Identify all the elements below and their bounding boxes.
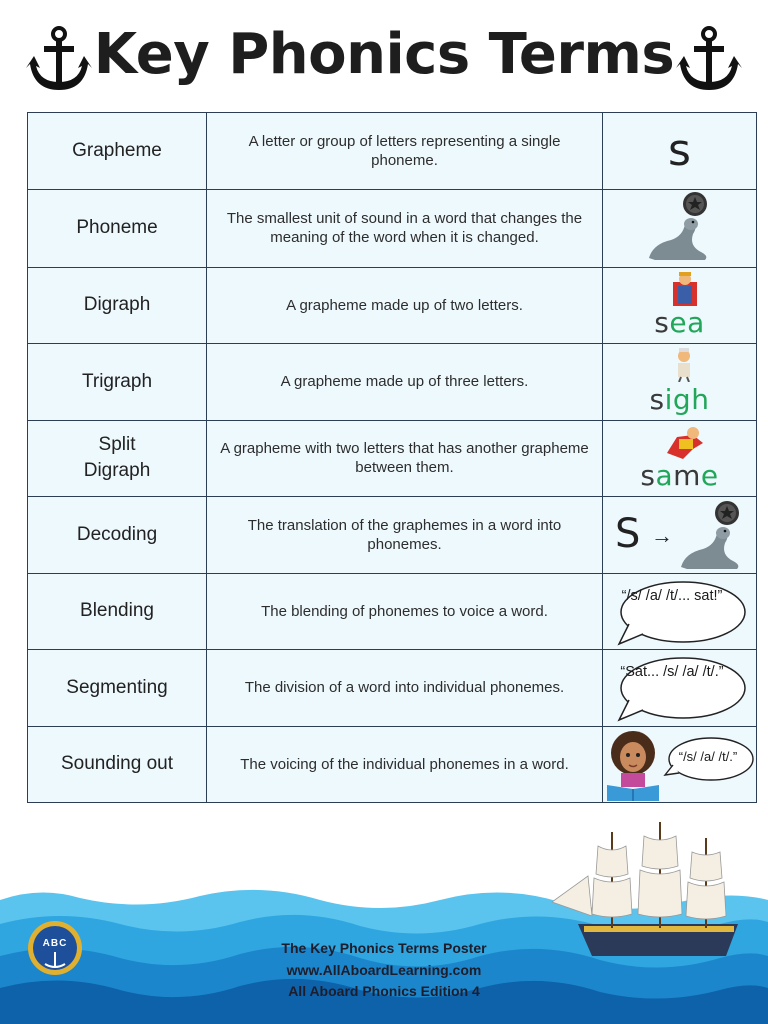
character-icon bbox=[665, 270, 705, 310]
example-cell bbox=[603, 344, 757, 421]
definition-cell: The blending of phonemes to voice a word. bbox=[207, 573, 603, 650]
table-row bbox=[28, 113, 757, 190]
term-cell: Trigraph bbox=[28, 344, 207, 421]
decoding-letter: S bbox=[615, 511, 641, 557]
example-word-same: same bbox=[640, 459, 719, 492]
term-cell: Grapheme bbox=[28, 113, 207, 190]
table-row bbox=[28, 420, 757, 497]
definition-cell: The division of a word into individual phonemes. bbox=[207, 650, 603, 727]
table-row bbox=[28, 650, 757, 727]
example-cell bbox=[603, 420, 757, 497]
definition-cell: The smallest unit of sound in a word that changes the meaning of the word when it is changed. bbox=[207, 189, 603, 267]
example-cell bbox=[603, 726, 757, 803]
term-cell: Phoneme bbox=[28, 189, 207, 267]
example-cell bbox=[603, 113, 757, 190]
definition-cell: The voicing of the individual phonemes in a word. bbox=[207, 726, 603, 803]
seal-icon bbox=[605, 190, 755, 262]
term-cell: Segmenting bbox=[28, 650, 207, 727]
table-row bbox=[28, 726, 757, 803]
definition-cell: A letter or group of letters representing a single phoneme. bbox=[207, 113, 603, 190]
logo-text: ABC bbox=[42, 938, 68, 949]
footer-edition: All Aboard Phonics Edition 4 bbox=[288, 983, 480, 999]
page-title: Key Phonics Terms bbox=[93, 22, 675, 87]
example-cell bbox=[603, 267, 757, 344]
girl-reading-icon bbox=[603, 727, 665, 801]
table-row bbox=[28, 267, 757, 344]
term-cell: Sounding out bbox=[28, 726, 207, 803]
superhero-icon bbox=[663, 423, 707, 463]
table-row bbox=[28, 573, 757, 650]
term-cell: Decoding bbox=[28, 497, 207, 574]
grapheme-example: s bbox=[668, 125, 691, 177]
example-cell bbox=[603, 573, 757, 650]
seal-icon bbox=[675, 499, 755, 571]
sailing-ship-icon bbox=[548, 816, 752, 966]
example-cell bbox=[603, 497, 757, 574]
speech-text: “Sat... /s/ /a/ /t/.” bbox=[620, 664, 724, 680]
footer-credits bbox=[234, 938, 534, 1003]
example-word-sigh: sigh bbox=[649, 382, 710, 416]
all-aboard-logo bbox=[27, 920, 83, 976]
speech-text: “/s/ /a/ /t/.” bbox=[678, 748, 738, 764]
speech-text: “/s/ /a/ /t/... sat!” bbox=[621, 587, 723, 604]
footer-title: The Key Phonics Terms Poster bbox=[281, 940, 487, 956]
anchor-icon bbox=[676, 26, 742, 96]
definition-cell: A grapheme made up of two letters. bbox=[207, 267, 603, 344]
term-cell: Split Digraph bbox=[28, 420, 207, 497]
definition-cell: A grapheme with two letters that has another grapheme between them. bbox=[207, 420, 603, 497]
term-cell: Digraph bbox=[28, 267, 207, 344]
character-icon bbox=[669, 346, 699, 382]
definition-cell: The translation of the graphemes in a word into phonemes. bbox=[207, 497, 603, 574]
table-row bbox=[28, 497, 757, 574]
example-cell bbox=[603, 189, 757, 267]
table-row bbox=[28, 189, 757, 267]
table-row bbox=[28, 344, 757, 421]
example-cell bbox=[603, 650, 757, 727]
phonics-terms-table bbox=[27, 112, 757, 803]
footer-website-link[interactable]: www.AllAboardLearning.com bbox=[286, 961, 482, 978]
term-cell: Blending bbox=[28, 573, 207, 650]
page-header bbox=[0, 0, 768, 112]
definition-cell: A grapheme made up of three letters. bbox=[207, 344, 603, 421]
example-word-sea: sea bbox=[654, 306, 705, 339]
arrow-right-icon: → bbox=[651, 523, 673, 548]
